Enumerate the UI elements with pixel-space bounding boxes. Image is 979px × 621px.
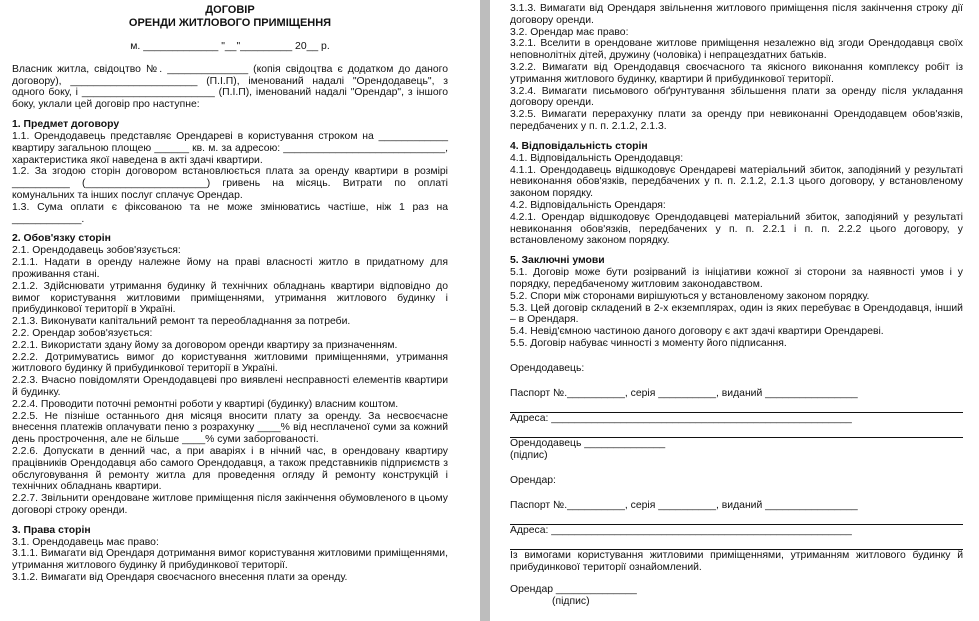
clause-paragraph: 2.2.3. Вчасно повідомляти Орендодавцеві про виявлені несправності елементів квартири й будинку.	[12, 375, 448, 398]
section-heading: 1. Предмет договору	[12, 118, 120, 130]
clause-paragraph: 2.1. Орендодавець зобов'язується:	[12, 245, 181, 257]
clause-paragraph: 3.2.5. Вимагати перерахунку плати за оренду при невиконанні Орендодавцем обов'язків, передбачених у п. п. 2.1.2, 2.1.3.	[510, 109, 963, 132]
clause-paragraph: 5.3. Цей договір складений в 2-х екземплярах, один із яких перебуває в Орендодавця, інший – в Орендаря.	[510, 302, 963, 326]
clause-paragraph: 2.2.6. Допускати в денний час, а при аваріях і в нічний час, в орендовану квартиру працівників Орендодавця або самого Орендодавця, а також представників підприємств з обслуговування й ремонту житла для проведення огляду й ремонту конструкцій і технічних обладнань квартири.	[12, 445, 448, 493]
clause-paragraph: 2.1.2. Здійснювати утримання будинку й технічних обладнань квартири відповідно до вимог користування житловими приміщеннями, утримання житлового будинку і прибудинкової території в Україні.	[12, 280, 448, 316]
landlord-passport: Паспорт №.__________, серія __________, виданий ________________	[510, 387, 858, 399]
clause-paragraph: 3.1.3. Вимагати від Орендаря звільнення житлового приміщення після закінчення строку дії договору оренди.	[510, 3, 963, 26]
clause-paragraph: 3.1.1. Вимагати від Орендаря дотримання вимог користування житловими приміщеннями, утримання житлового будинку й прибудинкової території.	[12, 548, 448, 572]
section-heading: 2. Обов'язку сторін	[12, 233, 111, 245]
right-page	[492, 0, 979, 621]
section-heading: 3. Права сторін	[12, 524, 91, 536]
doc-title: ДОГОВІР	[205, 4, 255, 16]
clause-paragraph: 1.2. За згодою сторін договором встановлюється плата за оренду квартири в розмірі __________ (_____________________) гривень на місяць. Витрати по оплаті комунальних та інших послуг сплачує Орендар.	[12, 166, 448, 201]
clause-paragraph: 1.1. Орендодавець представляє Орендареві в користування строком на ____________ квартиру загальною площею ______ кв. м. за адресою: ____________________________, характеристика якої наведена в акті здачі квартири.	[12, 130, 448, 166]
clause-paragraph: 3.2.2. Вимагати від Орендодавця своєчасного та якісного виконання комплексу робіт із утримання житлового будинку, квартири й прибудинкової території.	[510, 61, 963, 85]
acknowledgement: Із вимогами користування житловими приміщеннями, утриманням житлового будинку й прибудинкової території ознайомлений.	[510, 549, 963, 573]
tenant-passport: Паспорт №.__________, серія __________, виданий ________________	[510, 499, 858, 511]
clause-paragraph: 5.1. Договір може бути розірваний із ініціативи кожної зі сторони за наявності умов і у порядку, передбаченому житловим законодавством.	[510, 267, 963, 290]
clause-paragraph: 2.2.1. Використати здану йому за договором оренди квартиру за призначенням.	[12, 339, 398, 351]
clause-paragraph: 2.2. Орендар зобов'язується:	[12, 327, 153, 339]
clause-paragraph: 1.3. Сума оплати є фіксованою та не може змінюватись частіше, ніж 1 раз на ____________.	[12, 201, 448, 225]
tenant-address: Адреса: ____________________________________________________	[510, 524, 852, 536]
clause-paragraph: 4.1. Відповідальність Орендодавця:	[510, 152, 684, 164]
tenant-label: Орендар:	[510, 474, 556, 486]
tenant-signature: Орендар ______________	[510, 584, 637, 596]
clause-paragraph: 5.5. Договір набуває чинності з моменту його підписання.	[510, 337, 787, 349]
left-body	[12, 64, 448, 584]
clause-paragraph: 4.2. Відповідальність Орендаря:	[510, 199, 666, 211]
clause-paragraph: 3.2. Орендар має право:	[510, 26, 629, 38]
clause-paragraph: 5.4. Невід'ємною частиною даного договору є акт здачі квартири Орендареві.	[510, 326, 884, 338]
clause-paragraph: Власник житла, свідоцтво №. ______________ (копія свідоцтва є додатком до даного договору), ______________________ (П.І.П), іменований надалі "Орендодавець", з одного боку, і _______________________ (П.І.П), іменований надалі "Орендар", з іншого боку, уклали цей договір про наступне:	[12, 63, 448, 111]
clause-paragraph: 2.2.7. Звільнити орендоване житлове приміщення після закінчення обумовленого в цьому договорі строку оренди.	[12, 493, 448, 516]
blank-line	[510, 513, 963, 525]
clause-paragraph: 3.2.1. Вселити в орендоване житлове приміщення незалежно від згоди Орендодавця своїх неповнолітніх дітей, дружину (чоловіка) і непрацездатних батьків.	[510, 38, 963, 62]
clause-paragraph: 2.2.2. Дотримуватись вимог до користування житловими приміщеннями, утримання житлового будинку й прибудинкової території в Україні.	[12, 351, 448, 375]
clause-paragraph: 5.2. Спори між сторонами вирішуються у встановленому законом порядку.	[510, 290, 870, 302]
doc-subtitle: ОРЕНДИ ЖИТЛОВОГО ПРИМІЩЕННЯ	[128, 17, 332, 29]
right-body	[510, 3, 963, 350]
signature-label-2: (підпис)	[552, 596, 590, 608]
section-heading: 5. Заключні умови	[510, 255, 605, 267]
clause-paragraph: 4.1.1. Орендодавець відшкодовує Орендареві матеріальний збиток, заподіяний у результаті невиконання обов'язків, передбачених у п. п. 2.1.2, 2.1.3 цього договору, у встановленому законом порядку.	[510, 164, 963, 200]
clause-paragraph: 2.2.4. Проводити поточні ремонтні роботи у квартирі (будинку) власним коштом.	[12, 398, 399, 410]
clause-paragraph: 3.1. Орендодавець має право:	[12, 536, 159, 548]
blank-line	[510, 538, 963, 550]
clause-paragraph: 2.2.5. Не пізніше останнього дня місяця вносити плату за оренду. За несвоєчасне внесення платежів оплачувати пеню з розрахунку ____% від несплаченої суми за кожний день прострочення, але не більше ____% суми заборгованості.	[12, 410, 448, 446]
place-date: м. _____________ "__"_________ 20__ р.	[130, 41, 330, 52]
left-content	[12, 4, 448, 584]
signature-label: (підпис)	[510, 449, 548, 461]
blank-line	[510, 426, 963, 438]
page-gap	[480, 0, 490, 621]
clause-paragraph: 2.1.1. Надати в оренду належне йому на праві власності житло в придатному для проживання стані.	[12, 257, 448, 280]
clause-paragraph: 3.1.2. Вимагати від Орендаря своєчасного внесення плати за оренду.	[12, 572, 348, 584]
right-content	[510, 3, 963, 608]
blank-line	[510, 401, 963, 413]
clause-paragraph: 3.2.4. Вимагати письмового обґрунтування збільшення плати за оренду після укладання договору оренди.	[510, 85, 963, 109]
left-page	[0, 0, 478, 621]
section-heading: 4. Відповідальність сторін	[510, 140, 648, 152]
clause-paragraph: 2.1.3. Виконувати капітальний ремонт та переобладнання за потреби.	[12, 316, 351, 328]
clause-paragraph: 4.2.1. Орендар відшкодовує Орендодавцеві матеріальний збиток, заподіяний у результаті невиконання обов'язків, передбачених у п. п. 2.2.1 і п. п. 2.2.2 цього договору, у встановленому законом порядку.	[510, 211, 963, 247]
landlord-address: Адреса: ____________________________________________________	[510, 412, 852, 424]
landlord-label: Орендодавець:	[510, 362, 585, 374]
landlord-signature: Орендодавець ______________	[510, 437, 666, 449]
